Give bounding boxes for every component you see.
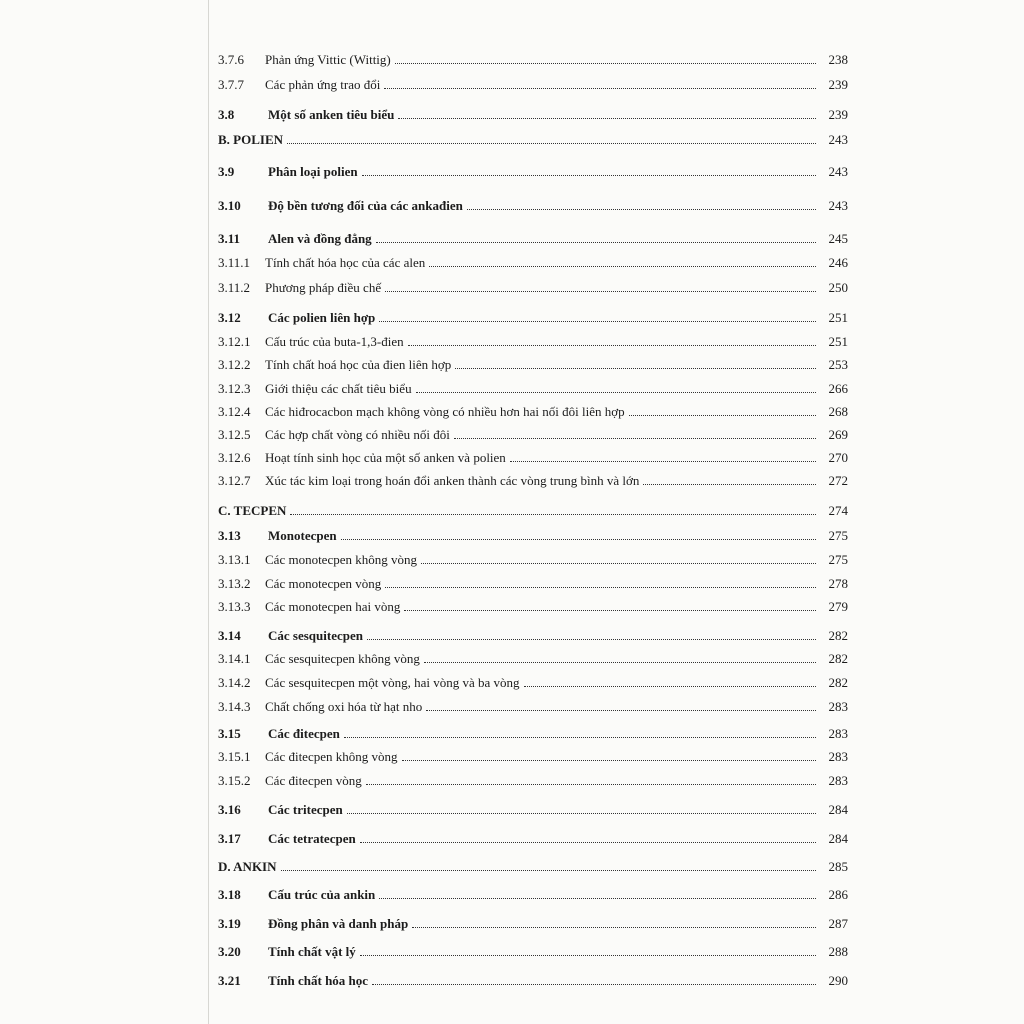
toc-number: 3.7.7	[218, 77, 244, 92]
toc-title: Tính chất hoá học của đien liên hợp	[265, 357, 452, 372]
toc-entry	[218, 158, 848, 180]
toc-page-number: 251	[828, 310, 848, 325]
dot-leader	[341, 538, 816, 540]
toc-entry	[218, 825, 848, 847]
toc-number: 3.10	[218, 198, 241, 213]
dot-leader	[467, 208, 816, 210]
dot-leader	[366, 783, 816, 785]
toc-title: Các phản ứng trao đổi	[265, 77, 381, 92]
toc-entry	[218, 967, 848, 989]
toc-page-number: 246	[828, 255, 848, 270]
dot-leader	[454, 437, 816, 439]
toc-number: 3.15.1	[218, 749, 251, 764]
toc-entry	[218, 375, 848, 397]
dot-leader	[398, 117, 816, 119]
toc-title: B. POLIEN	[218, 132, 284, 147]
toc-title: Các sesquitecpen một vòng, hai vòng và ba vòng	[265, 675, 520, 690]
toc-page-number: 282	[828, 651, 848, 666]
toc-entry	[218, 421, 848, 443]
toc-entry	[218, 645, 848, 667]
toc-number: 3.14	[218, 628, 241, 643]
toc-page-number: 282	[828, 628, 848, 643]
toc-page-number: 243	[828, 198, 848, 213]
toc-number: 3.12.2	[218, 357, 251, 372]
dot-leader	[402, 759, 817, 761]
toc-entry	[218, 71, 848, 93]
toc-entry	[218, 101, 848, 123]
toc-number: 3.12.4	[218, 404, 251, 419]
toc-number: 3.8	[218, 107, 235, 122]
toc-number: 3.20	[218, 944, 241, 959]
dot-leader	[510, 460, 816, 462]
dot-leader	[367, 638, 816, 640]
dot-leader	[379, 320, 816, 322]
toc-number: 3.14.2	[218, 675, 251, 690]
toc-entry	[218, 593, 848, 615]
toc-page-number: 279	[828, 599, 848, 614]
toc-title: Xúc tác kim loại trong hoán đổi anken thành các vòng trung bình và lớn	[265, 473, 640, 488]
toc-page-number: 278	[828, 576, 848, 591]
toc-page-number: 275	[828, 552, 848, 567]
toc-section-heading	[218, 853, 848, 875]
toc-title: Phương pháp điều chế	[265, 280, 382, 295]
toc-entry	[218, 910, 848, 932]
toc-title: Các hợp chất vòng có nhiều nối đôi	[265, 427, 450, 442]
toc-page-number: 239	[828, 77, 848, 92]
toc-entry	[218, 622, 848, 644]
toc-number: 3.11	[218, 231, 241, 246]
toc-entry	[218, 938, 848, 960]
toc-page-number: 285	[828, 859, 848, 874]
toc-page-number: 282	[828, 675, 848, 690]
toc-number: 3.12.6	[218, 450, 251, 465]
dot-leader	[379, 897, 816, 899]
toc-title: Độ bền tương đối của các ankađien	[268, 198, 463, 213]
toc-title: Tính chất vật lý	[268, 944, 356, 959]
toc-number: 3.19	[218, 916, 241, 931]
toc-title: Các tritecpen	[268, 802, 343, 817]
toc-number: 3.13.3	[218, 599, 251, 614]
dot-leader	[629, 414, 816, 416]
toc-title: Các sesquitecpen	[268, 628, 363, 643]
toc-number: 3.12.7	[218, 473, 251, 488]
toc-title: Các hiđrocacbon mạch không vòng có nhiều hơn hai nối đôi liên hợp	[265, 404, 625, 419]
dot-leader	[384, 87, 816, 89]
toc-number: 3.17	[218, 831, 241, 846]
toc-entry	[218, 669, 848, 691]
dot-leader	[287, 142, 816, 144]
toc-page-number: 274	[828, 503, 848, 518]
toc-entry	[218, 767, 848, 789]
toc-page-number: 290	[828, 973, 848, 988]
toc-page-number: 284	[828, 802, 848, 817]
toc-page-number: 288	[828, 944, 848, 959]
toc-entry	[218, 249, 848, 271]
dot-leader	[416, 391, 816, 393]
toc-title: Đồng phân và danh pháp	[268, 916, 409, 931]
dot-leader	[347, 812, 816, 814]
dot-leader	[424, 661, 816, 663]
toc-page-number: 266	[828, 381, 848, 396]
toc-title: Các monotecpen hai vòng	[265, 599, 401, 614]
toc-title: Cấu trúc của ankin	[268, 887, 376, 902]
toc-title: D. ANKIN	[218, 859, 277, 874]
toc-entry	[218, 720, 848, 742]
toc-page-number: 283	[828, 773, 848, 788]
toc-title: Giới thiệu các chất tiêu biểu	[265, 381, 412, 396]
toc-page-number: 270	[828, 450, 848, 465]
toc-title: Alen và đồng đẳng	[268, 231, 372, 246]
toc-entry	[218, 743, 848, 765]
toc-title: Chất chống oxi hóa từ hạt nho	[265, 699, 423, 714]
dot-leader	[524, 685, 816, 687]
dot-leader	[408, 344, 816, 346]
dot-leader	[395, 62, 816, 64]
toc-entry	[218, 192, 848, 214]
toc-title: Tính chất hóa học của các alen	[265, 255, 426, 270]
toc-number: 3.9	[218, 164, 235, 179]
toc-number: 3.11.1	[218, 255, 251, 270]
toc-entry	[218, 522, 848, 544]
toc-page-number: 238	[828, 52, 848, 67]
toc-number: 3.14.3	[218, 699, 251, 714]
toc-page-number: 250	[828, 280, 848, 295]
toc-entry	[218, 304, 848, 326]
toc-number: 3.18	[218, 887, 241, 902]
toc-page-number: 239	[828, 107, 848, 122]
toc-number: 3.12	[218, 310, 241, 325]
toc-title: Các tetratecpen	[268, 831, 356, 846]
toc-page-number: 251	[828, 334, 848, 349]
dot-leader	[360, 841, 816, 843]
dot-leader	[429, 265, 816, 267]
toc-title: Các polien liên hợp	[268, 310, 376, 325]
toc-number: 3.15	[218, 726, 241, 741]
dot-leader	[362, 174, 816, 176]
toc-number: 3.13.2	[218, 576, 251, 591]
toc-number: 3.11.2	[218, 280, 251, 295]
toc-entry	[218, 46, 848, 68]
dot-leader	[404, 609, 816, 611]
toc-number: 3.16	[218, 802, 241, 817]
toc-entry	[218, 351, 848, 373]
dot-leader	[455, 367, 816, 369]
toc-section-heading	[218, 126, 848, 148]
toc-entry	[218, 693, 848, 715]
dot-leader	[344, 736, 816, 738]
toc-title: Các đitecpen không vòng	[265, 749, 398, 764]
toc-page-number: 283	[828, 749, 848, 764]
toc-title: Các đitecpen	[268, 726, 340, 741]
dot-leader	[376, 241, 816, 243]
toc-title: Tính chất hóa học	[268, 973, 369, 988]
toc-number: 3.12.3	[218, 381, 251, 396]
dot-leader	[643, 483, 816, 485]
toc-title: Phân loại polien	[268, 164, 358, 179]
toc-title: Cấu trúc của buta-1,3-đien	[265, 334, 404, 349]
page-edge-divider	[208, 0, 209, 1024]
toc-entry	[218, 881, 848, 903]
toc-page-number: 269	[828, 427, 848, 442]
toc-number: 3.14.1	[218, 651, 251, 666]
toc-title: C. TECPEN	[218, 503, 287, 518]
dot-leader	[385, 586, 816, 588]
dot-leader	[426, 709, 816, 711]
toc-entry	[218, 796, 848, 818]
toc-title: Các monotecpen vòng	[265, 576, 382, 591]
toc-title: Các monotecpen không vòng	[265, 552, 417, 567]
toc-page-number: 245	[828, 231, 848, 246]
toc-entry	[218, 274, 848, 296]
toc-entry	[218, 467, 848, 489]
dot-leader	[290, 513, 816, 515]
toc-title: Các đitecpen vòng	[265, 773, 362, 788]
toc-page-number: 243	[828, 164, 848, 179]
toc-number: 3.12.5	[218, 427, 251, 442]
toc-title: Một số anken tiêu biểu	[268, 107, 395, 122]
toc-page-number: 287	[828, 916, 848, 931]
toc-title: Hoạt tính sinh học của một số anken và polien	[265, 450, 506, 465]
toc-entry	[218, 546, 848, 568]
toc-title: Các sesquitecpen không vòng	[265, 651, 420, 666]
toc-number: 3.13	[218, 528, 241, 543]
toc-page-number: 275	[828, 528, 848, 543]
toc-title: Monotecpen	[268, 528, 337, 543]
toc-entry	[218, 398, 848, 420]
toc-entry	[218, 570, 848, 592]
toc-number: 3.7.6	[218, 52, 244, 67]
toc-title: Phản ứng Vittic (Wittig)	[265, 52, 391, 67]
dot-leader	[412, 926, 816, 928]
dot-leader	[372, 983, 816, 985]
toc-number: 3.13.1	[218, 552, 251, 567]
dot-leader	[281, 869, 816, 871]
toc-page-number: 243	[828, 132, 848, 147]
toc-entry	[218, 444, 848, 466]
toc-page-number: 272	[828, 473, 848, 488]
toc-page-number: 286	[828, 887, 848, 902]
toc-page-number: 253	[828, 357, 848, 372]
dot-leader	[360, 954, 816, 956]
toc-number: 3.12.1	[218, 334, 251, 349]
toc-page-number: 283	[828, 699, 848, 714]
toc-page-number: 268	[828, 404, 848, 419]
dot-leader	[421, 562, 816, 564]
toc-entry	[218, 328, 848, 350]
toc-entry	[218, 225, 848, 247]
toc-page-number: 283	[828, 726, 848, 741]
toc-section-heading	[218, 497, 848, 519]
dot-leader	[385, 290, 816, 292]
toc-number: 3.15.2	[218, 773, 251, 788]
toc-page-number: 284	[828, 831, 848, 846]
toc-number: 3.21	[218, 973, 241, 988]
